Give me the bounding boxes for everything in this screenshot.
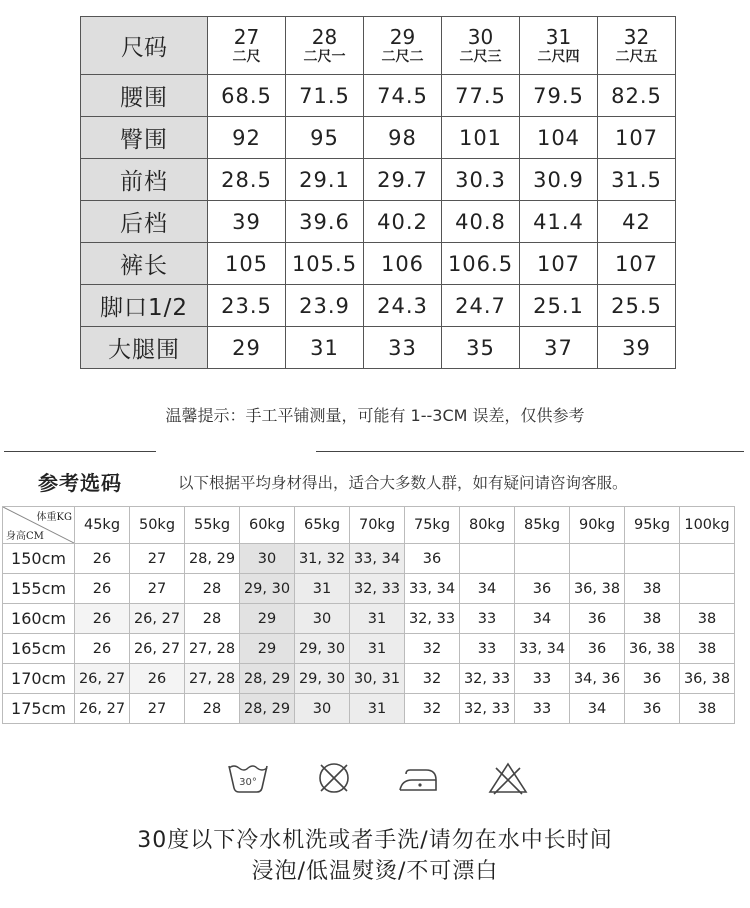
size-measure-row: [81, 201, 676, 243]
height-row: [3, 574, 735, 604]
recommended-size-cell: 34: [515, 604, 570, 634]
weight-header: 75kg: [405, 507, 460, 544]
recommend-size-table: [2, 506, 735, 724]
recommended-size-cell: 26: [75, 574, 130, 604]
measure-value: 82.5: [598, 75, 676, 117]
no-bleach-icon: [486, 758, 530, 798]
measure-value: 25.1: [520, 285, 598, 327]
measure-value: 25.5: [598, 285, 676, 327]
measure-value: 31.5: [598, 159, 676, 201]
recommended-size-cell: 33: [515, 694, 570, 724]
size-column-header: 30 二尺三: [442, 17, 520, 75]
recommended-size-cell: [625, 544, 680, 574]
recommended-size-cell: 27: [130, 544, 185, 574]
wash-30-icon: [226, 758, 270, 798]
recommended-size-cell: 33, 34: [350, 544, 405, 574]
measure-value: 29: [208, 327, 286, 369]
measure-value: 104: [520, 117, 598, 159]
measure-value: 24.7: [442, 285, 520, 327]
recommended-size-cell: 32: [405, 694, 460, 724]
measure-value: 106.5: [442, 243, 520, 285]
divider-left: [4, 451, 156, 452]
recommended-size-cell: 30: [240, 544, 295, 574]
recommended-size-cell: 28, 29: [185, 544, 240, 574]
care-instructions-line-2: 浸泡/低温熨烫/不可漂白: [251, 859, 499, 884]
measure-value: 106: [364, 243, 442, 285]
measure-value: 77.5: [442, 75, 520, 117]
measure-value: 40.2: [364, 201, 442, 243]
recommend-title: 参考选码: [38, 471, 122, 495]
recommended-size-cell: 26, 27: [75, 664, 130, 694]
measure-value: 74.5: [364, 75, 442, 117]
size-measure-row: [81, 285, 676, 327]
size-column-header: 29 二尺二: [364, 17, 442, 75]
recommended-size-cell: 31: [350, 604, 405, 634]
height-row: [3, 664, 735, 694]
recommended-size-cell: 30: [295, 694, 350, 724]
recommend-note: 以下根据平均身材得出，适合大多数人群，如有疑问请咨询客服。: [178, 474, 628, 492]
recommended-size-cell: 38: [625, 574, 680, 604]
weight-header: 60kg: [240, 507, 295, 544]
height-label: 170cm: [3, 664, 75, 694]
weight-header: 45kg: [75, 507, 130, 544]
recommended-size-cell: 28, 29: [240, 694, 295, 724]
no-tumble-dry-icon: [312, 758, 356, 798]
recommended-size-cell: 36, 38: [680, 664, 735, 694]
measure-label: 腰围: [81, 75, 208, 117]
recommended-size-cell: 26: [75, 604, 130, 634]
recommended-size-cell: 28: [185, 694, 240, 724]
recommended-size-cell: 33: [515, 664, 570, 694]
table-corner: [3, 507, 75, 544]
height-axis-label: 身高CM: [6, 531, 44, 542]
recommended-size-cell: 34: [460, 574, 515, 604]
size-measure-row: [81, 75, 676, 117]
measure-value: 105: [208, 243, 286, 285]
recommended-size-cell: 26, 27: [75, 694, 130, 724]
measure-value: 39: [598, 327, 676, 369]
recommended-size-cell: 29: [240, 604, 295, 634]
measure-label: 大腿围: [81, 327, 208, 369]
recommended-size-cell: 36: [625, 664, 680, 694]
recommended-size-cell: 31: [295, 574, 350, 604]
recommended-size-cell: 38: [680, 634, 735, 664]
measure-value: 79.5: [520, 75, 598, 117]
recommended-size-cell: 36: [405, 544, 460, 574]
recommended-size-cell: 34, 36: [570, 664, 625, 694]
measure-value: 40.8: [442, 201, 520, 243]
size-measure-row: [81, 159, 676, 201]
weight-header-row: [3, 507, 735, 544]
height-label: 160cm: [3, 604, 75, 634]
recommended-size-cell: 36: [515, 574, 570, 604]
measure-value: 23.5: [208, 285, 286, 327]
recommended-size-cell: 33: [460, 634, 515, 664]
recommended-size-cell: 33: [460, 604, 515, 634]
measure-label: 后档: [81, 201, 208, 243]
size-chart-table: [80, 16, 676, 369]
recommended-size-cell: 36: [570, 634, 625, 664]
measure-value: 29.7: [364, 159, 442, 201]
recommended-size-cell: 38: [680, 694, 735, 724]
recommended-size-cell: 36: [570, 604, 625, 634]
measure-value: 92: [208, 117, 286, 159]
svg-text:30°: 30°: [239, 777, 257, 788]
measure-label: 脚口1/2: [81, 285, 208, 327]
recommended-size-cell: 26: [130, 664, 185, 694]
measure-value: 95: [286, 117, 364, 159]
recommended-size-cell: [570, 544, 625, 574]
recommended-size-cell: 27, 28: [185, 664, 240, 694]
recommended-size-cell: 27: [130, 694, 185, 724]
size-corner-label: 尺码: [81, 17, 208, 75]
size-column-header: 28 二尺一: [286, 17, 364, 75]
measure-value: 29.1: [286, 159, 364, 201]
recommended-size-cell: 32: [405, 664, 460, 694]
recommended-size-cell: 26, 27: [130, 634, 185, 664]
recommended-size-cell: 30: [295, 604, 350, 634]
measure-label: 裤长: [81, 243, 208, 285]
recommended-size-cell: 28: [185, 574, 240, 604]
measure-value: 31: [286, 327, 364, 369]
height-row: [3, 544, 735, 574]
weight-header: 70kg: [350, 507, 405, 544]
recommended-size-cell: 32, 33: [405, 604, 460, 634]
height-row: [3, 634, 735, 664]
recommended-size-cell: 38: [625, 604, 680, 634]
recommended-size-cell: 31: [350, 634, 405, 664]
recommended-size-cell: 33, 34: [405, 574, 460, 604]
measure-value: 24.3: [364, 285, 442, 327]
recommended-size-cell: 29, 30: [240, 574, 295, 604]
recommended-size-cell: 36: [625, 694, 680, 724]
size-header-row: [81, 17, 676, 75]
recommended-size-cell: 26, 27: [130, 604, 185, 634]
measure-value: 42: [598, 201, 676, 243]
measure-value: 68.5: [208, 75, 286, 117]
care-instructions-line-1: 30度以下冷水机洗或者手洗/请勿在水中长时间: [137, 828, 613, 853]
measure-value: 41.4: [520, 201, 598, 243]
weight-header: 90kg: [570, 507, 625, 544]
recommended-size-cell: 32, 33: [460, 694, 515, 724]
measurement-tip: 温馨提示：手工平铺测量，可能有 1--3CM 误差，仅供参考: [165, 406, 585, 425]
recommended-size-cell: 36, 38: [570, 574, 625, 604]
recommended-size-cell: 32, 33: [350, 574, 405, 604]
recommended-size-cell: 28: [185, 604, 240, 634]
measure-value: 71.5: [286, 75, 364, 117]
size-column-header: 32 二尺五: [598, 17, 676, 75]
recommended-size-cell: [460, 544, 515, 574]
height-row: [3, 604, 735, 634]
weight-header: 55kg: [185, 507, 240, 544]
weight-header: 95kg: [625, 507, 680, 544]
measure-value: 107: [520, 243, 598, 285]
height-label: 165cm: [3, 634, 75, 664]
measure-label: 臀围: [81, 117, 208, 159]
recommended-size-cell: 33, 34: [515, 634, 570, 664]
measure-value: 37: [520, 327, 598, 369]
height-label: 155cm: [3, 574, 75, 604]
recommended-size-cell: 32, 33: [460, 664, 515, 694]
recommended-size-cell: [680, 574, 735, 604]
recommended-size-cell: 27, 28: [185, 634, 240, 664]
measure-label: 前档: [81, 159, 208, 201]
measure-value: 30.3: [442, 159, 520, 201]
size-measure-row: [81, 117, 676, 159]
recommended-size-cell: 29, 30: [295, 634, 350, 664]
measure-value: 33: [364, 327, 442, 369]
recommended-size-cell: 26: [75, 544, 130, 574]
weight-header: 100kg: [680, 507, 735, 544]
measure-value: 107: [598, 117, 676, 159]
size-column-header: 31 二尺四: [520, 17, 598, 75]
height-row: [3, 694, 735, 724]
size-measure-row: [81, 243, 676, 285]
measure-value: 30.9: [520, 159, 598, 201]
recommended-size-cell: 38: [680, 604, 735, 634]
measure-value: 39: [208, 201, 286, 243]
recommended-size-cell: [680, 544, 735, 574]
recommended-size-cell: 31, 32: [295, 544, 350, 574]
recommended-size-cell: 32: [405, 634, 460, 664]
recommended-size-cell: 30, 31: [350, 664, 405, 694]
recommended-size-cell: 28, 29: [240, 664, 295, 694]
height-label: 150cm: [3, 544, 75, 574]
size-column-header: 27 二尺: [208, 17, 286, 75]
measure-value: 98: [364, 117, 442, 159]
measure-value: 105.5: [286, 243, 364, 285]
weight-header: 65kg: [295, 507, 350, 544]
weight-header: 50kg: [130, 507, 185, 544]
recommended-size-cell: [515, 544, 570, 574]
measure-value: 39.6: [286, 201, 364, 243]
recommended-size-cell: 29: [240, 634, 295, 664]
measure-value: 23.9: [286, 285, 364, 327]
recommended-size-cell: 31: [350, 694, 405, 724]
measure-value: 101: [442, 117, 520, 159]
height-label: 175cm: [3, 694, 75, 724]
divider-right: [316, 451, 744, 452]
iron-low-icon: [396, 758, 440, 798]
recommended-size-cell: 29, 30: [295, 664, 350, 694]
measure-value: 35: [442, 327, 520, 369]
recommended-size-cell: 27: [130, 574, 185, 604]
size-measure-row: [81, 327, 676, 369]
measure-value: 107: [598, 243, 676, 285]
measure-value: 28.5: [208, 159, 286, 201]
recommended-size-cell: 36, 38: [625, 634, 680, 664]
weight-header: 85kg: [515, 507, 570, 544]
weight-header: 80kg: [460, 507, 515, 544]
recommended-size-cell: 34: [570, 694, 625, 724]
recommended-size-cell: 26: [75, 634, 130, 664]
weight-axis-label: 体重KG: [36, 512, 72, 523]
